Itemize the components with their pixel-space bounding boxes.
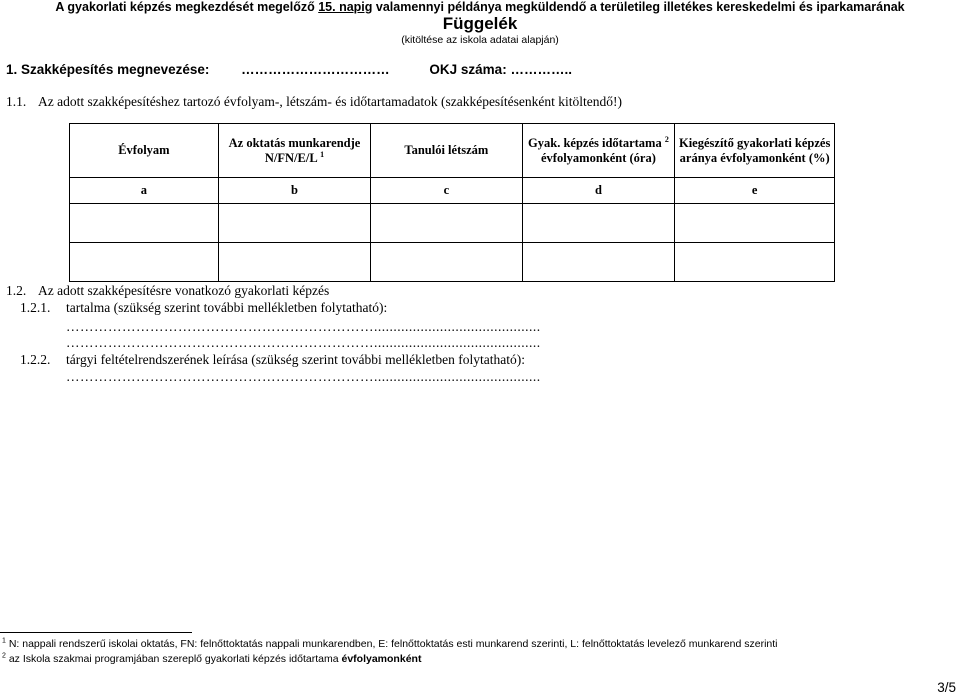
section-number: 1.2.1. — [20, 300, 51, 315]
column-letter: e — [675, 178, 835, 204]
table-letter-row — [70, 178, 835, 204]
header-idotartam: Gyak. képzés időtartama $^2$ évfolyamonként (óra) — [522, 124, 675, 178]
deadline-text: 15. napig — [318, 0, 373, 14]
section-number: 1.1. — [6, 94, 27, 109]
header-letszam: Tanulói létszám — [371, 124, 522, 178]
table-cell[interactable] — [371, 204, 522, 243]
content-fill-line-1: …………………………………………………………........................................... — [66, 319, 541, 334]
footnote-divider — [0, 632, 192, 633]
section-1-2-2-heading — [20, 352, 525, 368]
section-text: tárgyi feltételrendszerének leírása (szükség szerint további mellékletben folytatható): — [66, 352, 525, 367]
qualification-dots: …………………………… — [241, 62, 390, 77]
table-cell[interactable] — [675, 204, 835, 243]
header-arany: Kiegészítő gyakorlati képzés aránya évfolyamonként (%) — [675, 124, 835, 178]
page-subtitle: (kitöltése az iskola adatai alapján) — [401, 34, 559, 46]
column-letter: d — [522, 178, 675, 204]
content-fill-line-2: …………………………………………………………........................................... — [66, 335, 541, 350]
okj-dots: ………….. — [510, 62, 572, 77]
table-header-row — [70, 124, 835, 178]
equipment-fill-line: …………………………………………………………........................................... — [66, 369, 541, 384]
page-number: 3/5 — [937, 680, 956, 695]
section-1-1-heading — [6, 94, 622, 110]
table-cell[interactable] — [218, 243, 370, 282]
table-cell[interactable] — [675, 243, 835, 282]
table-cell[interactable] — [522, 204, 675, 243]
table-row — [70, 204, 835, 243]
column-letter: b — [218, 178, 370, 204]
table-cell[interactable] — [522, 243, 675, 282]
section-text: Az adott szakképesítéshez tartozó évfolyam-, létszám- és időtartamadatok (szakképesítésenként kitöltendő!) — [38, 94, 623, 109]
column-letter: c — [371, 178, 522, 204]
table-cell[interactable] — [70, 243, 219, 282]
table-cell[interactable] — [218, 204, 370, 243]
table-cell[interactable] — [371, 243, 522, 282]
section-number: 1.2. — [6, 283, 27, 298]
footnote-2: $^2$ az Iskola szakmai programjában szereplő gyakorlati képzés időtartama évfolyamonként — [2, 652, 422, 665]
okj-label: OKJ száma: — [429, 62, 507, 77]
grade-data-table — [69, 123, 835, 282]
section-1-heading — [6, 62, 572, 77]
page-title: Függelék — [442, 14, 518, 33]
section-1-2-heading — [6, 283, 329, 299]
qualification-label: 1. Szakképesítés megnevezése: — [6, 62, 210, 77]
table-cell[interactable] — [70, 204, 219, 243]
header-munkarend: Az oktatás munkarendje N/FN/E/L $^1$ — [218, 124, 370, 178]
header-evfolyam: Évfolyam — [70, 124, 219, 178]
section-text: tartalma (szükség szerint további mellékletben folytatható): — [66, 300, 388, 315]
table-row — [70, 243, 835, 282]
section-number: 1.2.2. — [20, 352, 51, 367]
footnote-1: $^1$ N: nappali rendszerű iskolai oktatás, FN: felnőttoktatás nappali munkarendben, E: felnőttoktatás esti munkarend szerinti, L: felnőttoktatás levelező munkarend szerinti — [2, 637, 778, 650]
column-letter: a — [70, 178, 219, 204]
section-text: Az adott szakképesítésre vonatkozó gyakorlati képzés — [38, 283, 330, 298]
header-instruction: A gyakorlati képzés megkezdését megelőző 15. napig valamennyi példánya megküldendő a területileg illetékes kereskedelmi és iparkamarának — [55, 0, 905, 14]
section-1-2-1-heading — [20, 300, 387, 316]
